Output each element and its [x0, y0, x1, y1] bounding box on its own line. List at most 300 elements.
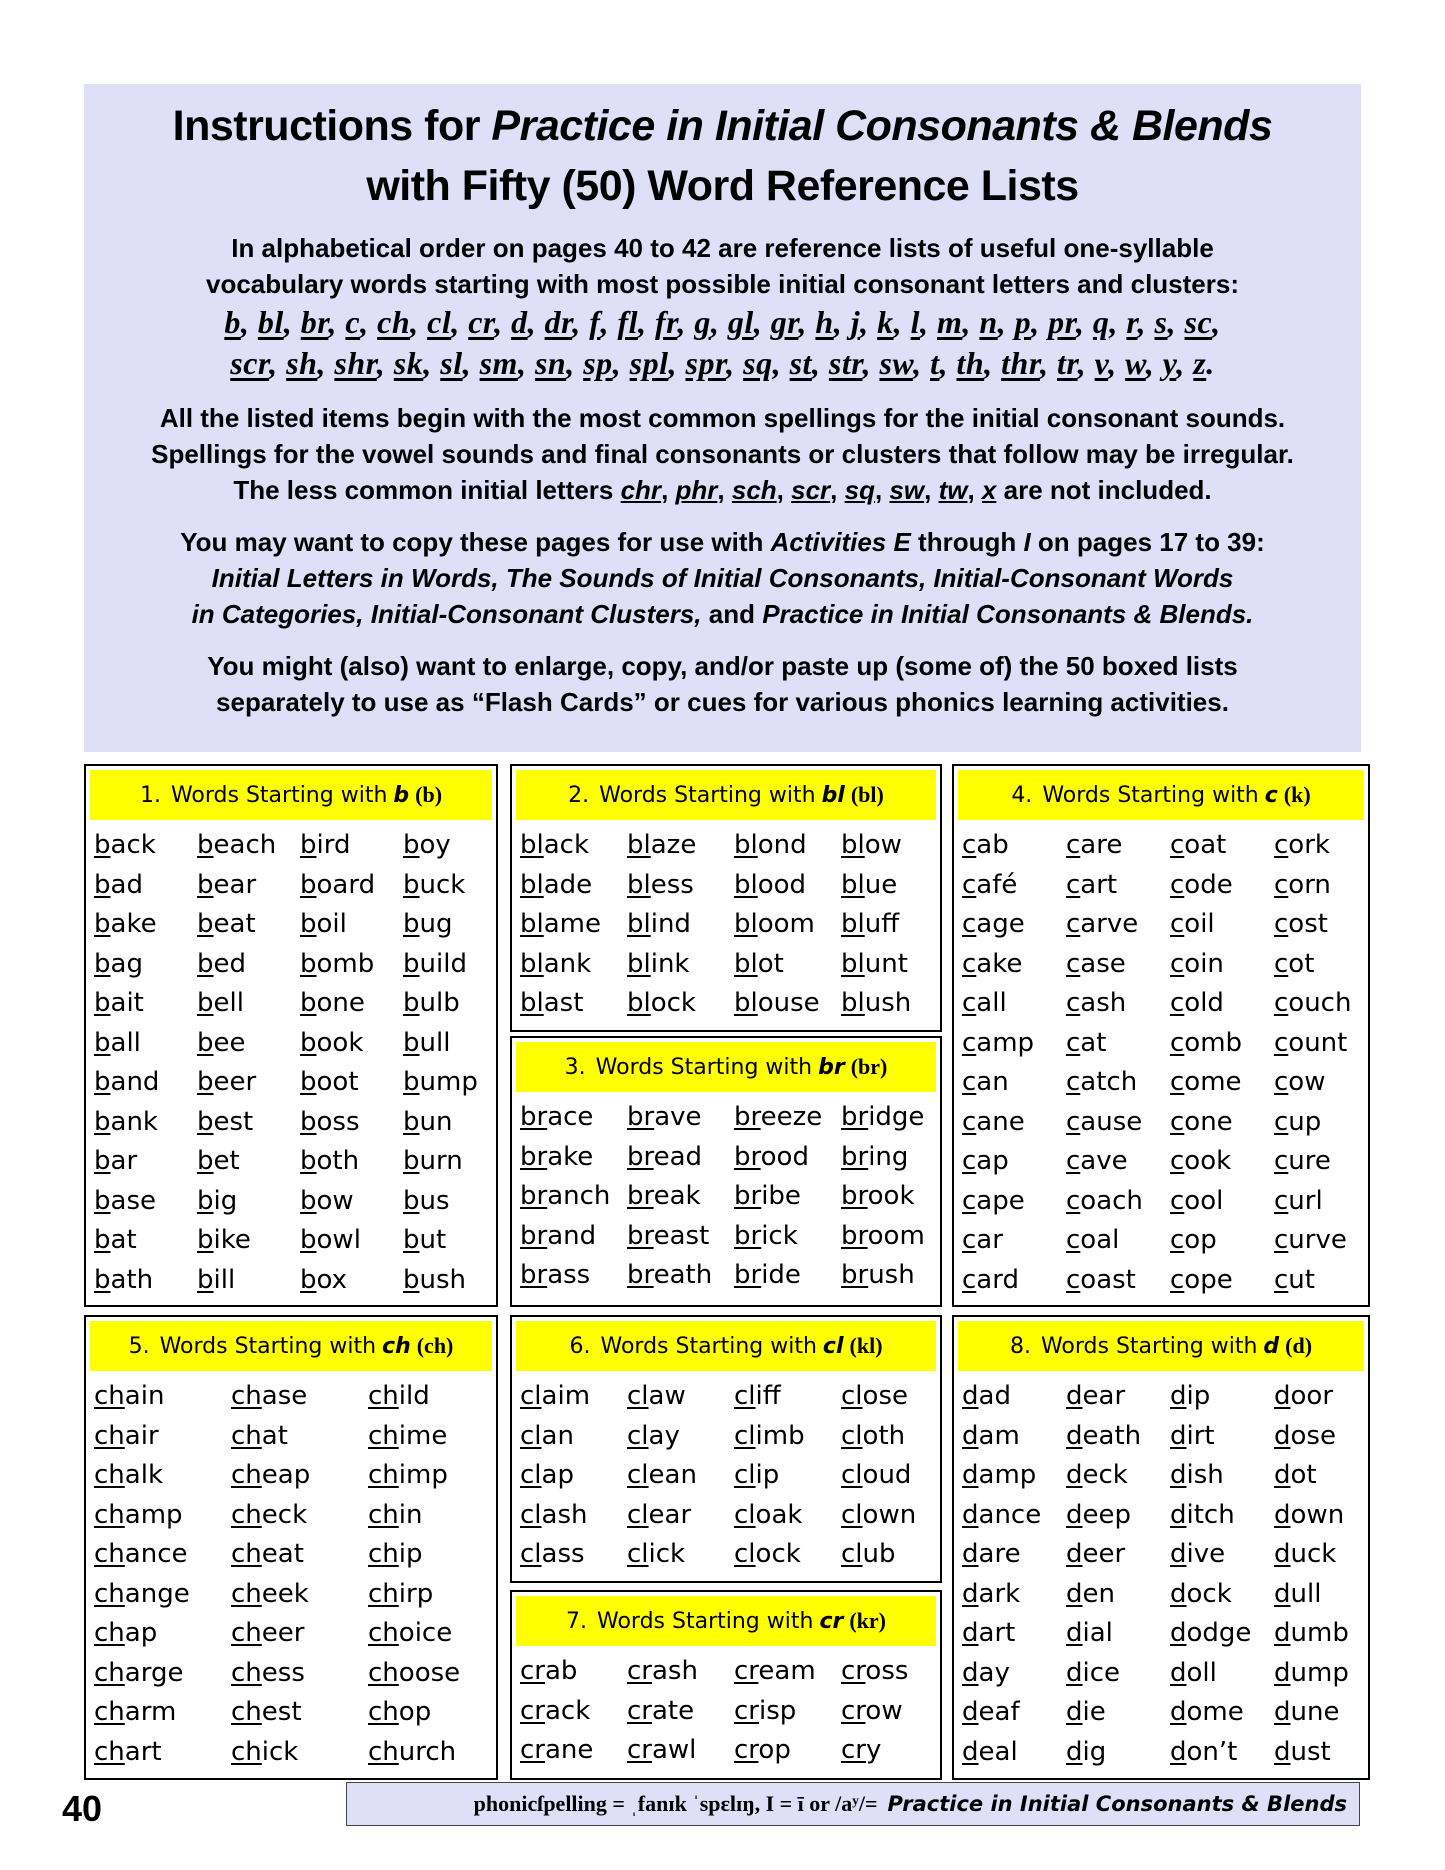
word-item: dad	[962, 1381, 1011, 1411]
word-item: coal	[1066, 1225, 1120, 1255]
box-sound: (b)	[415, 782, 443, 807]
word-item: brush	[841, 1260, 915, 1290]
word-item: bring	[841, 1141, 909, 1172]
word-item: blow	[841, 830, 902, 860]
word-item: blank	[520, 948, 592, 979]
cluster-j: j	[850, 304, 861, 340]
word-item: cheek	[231, 1578, 309, 1609]
cluster-sq: sq	[743, 345, 773, 381]
word-item: band	[94, 1067, 160, 1097]
word-item: crisp	[734, 1695, 797, 1726]
box-label: Words Starting with	[599, 782, 816, 808]
word-item: bar	[94, 1146, 138, 1176]
word-item: blood	[734, 869, 807, 900]
word-item: box	[300, 1264, 348, 1295]
word-item: damp	[962, 1460, 1037, 1490]
page-title-line2: with Fifty (50) Word Reference Lists	[366, 162, 1079, 210]
box-number: 6.	[569, 1333, 591, 1359]
word-item: cloth	[841, 1420, 906, 1451]
cluster-cl: cl	[427, 304, 452, 340]
word-item: bus	[403, 1185, 450, 1216]
cluster-pr: pr	[1048, 304, 1076, 340]
para1-line1: In alphabetical order on pages 40 to 42 are reference lists of useful one-syllable	[231, 233, 1214, 263]
box-label: Words Starting with	[1040, 1333, 1258, 1359]
word-item: bloom	[734, 909, 815, 939]
word-item: deep	[1066, 1499, 1132, 1530]
word-item: cold	[1170, 988, 1224, 1018]
word-grid	[958, 1377, 1364, 1772]
page-number: 40	[62, 1788, 103, 1829]
box-label: Words Starting with	[170, 782, 388, 808]
box-number: 8.	[1009, 1333, 1031, 1359]
cluster-fr: fr	[654, 304, 678, 340]
para2-line1: All the listed items begin with the most common spellings for the initial consonant sounds.	[159, 403, 1286, 433]
word-grid	[516, 1377, 936, 1575]
word-item: case	[1066, 948, 1126, 979]
word-item: clan	[520, 1420, 574, 1451]
word-item: boot	[300, 1067, 359, 1097]
word-item: dear	[1066, 1381, 1126, 1411]
word-grid	[516, 826, 936, 1024]
word-item: curve	[1274, 1225, 1347, 1255]
box-header	[516, 1042, 936, 1092]
word-item: cliff	[734, 1381, 781, 1411]
instructions-panel	[84, 84, 1361, 752]
word-item: cheap	[231, 1460, 311, 1490]
word-item: blame	[520, 909, 601, 939]
word-item: beer	[197, 1067, 257, 1097]
word-item: bless	[627, 869, 694, 900]
word-item: chat	[231, 1420, 288, 1451]
cluster-q: q	[1092, 304, 1110, 340]
para3-line3-c: Practice in Initial Consonants & Blends.	[762, 599, 1254, 629]
word-item: dart	[962, 1618, 1016, 1648]
cluster-list-line1: b, bl, br, c, ch, cl, cr, d, dr, f, fl, fr, g, gl, gr, h, j, k, l, m, n, p, pr, q, r, s, sc,	[224, 304, 1221, 340]
box-header	[90, 1321, 492, 1371]
word-box-cl	[510, 1315, 942, 1583]
word-item: bike	[197, 1225, 251, 1255]
word-item: car	[962, 1225, 1003, 1255]
word-item: dock	[1170, 1578, 1232, 1609]
word-item: dull	[1274, 1578, 1322, 1609]
word-item: cart	[1066, 869, 1118, 900]
word-item: cop	[1170, 1225, 1217, 1255]
word-item: bee	[197, 1027, 246, 1058]
word-item: brace	[520, 1102, 594, 1132]
word-item: cave	[1066, 1146, 1128, 1176]
word-item: brand	[520, 1220, 597, 1251]
word-item: chance	[94, 1539, 188, 1569]
word-item: dome	[1170, 1697, 1244, 1727]
para3-text-a: You may want to copy these pages for use with	[180, 527, 771, 557]
word-item: bell	[197, 988, 244, 1018]
cluster-tr: tr	[1057, 345, 1078, 381]
box-number: 3.	[564, 1054, 586, 1080]
word-item: corn	[1274, 869, 1331, 900]
word-item: blink	[627, 948, 690, 979]
box-letters: c	[1264, 782, 1278, 808]
word-item: bake	[94, 909, 157, 939]
word-item: chase	[231, 1381, 308, 1411]
word-item: cage	[962, 909, 1025, 939]
box-number: 2.	[568, 782, 590, 808]
box-number: 4.	[1011, 782, 1033, 808]
word-item: cake	[962, 948, 1023, 979]
cluster-th: th	[956, 345, 985, 381]
word-item: bride	[734, 1260, 801, 1290]
box-letters: ch	[382, 1333, 411, 1359]
excluded-letters: chr, phr, sch, scr, sq, sw, tw, x	[620, 475, 997, 505]
cluster-sw: sw	[879, 345, 914, 381]
word-item: champ	[94, 1499, 183, 1530]
box-letters: bl	[821, 782, 845, 808]
word-item: bridge	[841, 1102, 925, 1132]
word-item: crane	[520, 1735, 594, 1765]
word-item: dial	[1066, 1618, 1113, 1648]
word-item: beach	[197, 830, 277, 860]
excluded-sq: sq	[844, 475, 875, 505]
cluster-st: st	[789, 345, 812, 381]
word-item: bush	[403, 1264, 467, 1295]
para3-line3-b: and	[701, 599, 763, 629]
word-item: bribe	[734, 1181, 801, 1211]
box-letters: b	[393, 782, 410, 808]
word-item: clap	[520, 1460, 574, 1490]
word-item: crab	[520, 1656, 578, 1686]
box-letters: cr	[819, 1608, 844, 1634]
cluster-sh: sh	[286, 345, 318, 381]
para3-line3	[84, 596, 1361, 632]
cluster-n: n	[979, 304, 998, 340]
word-box-c	[952, 764, 1370, 1307]
word-item: bowl	[300, 1225, 361, 1255]
word-item: bed	[197, 948, 247, 979]
word-item: cut	[1274, 1264, 1315, 1295]
word-item: blot	[734, 948, 784, 979]
phonetic-label: phonicſpelling = ˌfanɪk ˈspɛlɪŋ, I = ī or /aʸ/=	[473, 1791, 878, 1816]
cluster-gl: gl	[727, 304, 754, 340]
word-item: coast	[1066, 1264, 1136, 1295]
word-item: chalk	[94, 1460, 163, 1490]
para2-line3	[84, 472, 1361, 508]
cluster-thr: thr	[1001, 345, 1041, 381]
word-grid	[90, 826, 492, 1300]
cluster-list-line2: scr, sh, shr, sk, sl, sm, sn, sp, spl, spr, sq, st, str, sw, t, th, thr, tr, v, w, y, z.	[230, 345, 1215, 381]
para3-activities-e: Activities E	[770, 527, 911, 557]
word-item: don’t	[1170, 1736, 1238, 1767]
word-item: dose	[1274, 1420, 1336, 1451]
excluded-x: x	[981, 475, 997, 505]
word-item: bun	[403, 1106, 453, 1137]
word-item: break	[627, 1181, 701, 1211]
cluster-c: c	[345, 304, 361, 340]
box-sound: (br)	[850, 1054, 888, 1079]
word-grid	[958, 826, 1364, 1300]
word-item: brook	[841, 1181, 915, 1211]
cluster-sl: sl	[440, 345, 463, 381]
word-item: choose	[368, 1657, 461, 1688]
word-item: ball	[94, 1027, 141, 1058]
word-grid	[516, 1652, 936, 1771]
word-item: blaze	[627, 830, 697, 860]
box-header	[516, 1321, 936, 1371]
word-item: choice	[368, 1618, 453, 1648]
box-label: Words Starting with	[159, 1333, 377, 1359]
cluster-f: f	[589, 304, 601, 340]
box-letters: d	[1263, 1333, 1280, 1359]
excluded-chr: chr	[620, 475, 662, 505]
word-item: dance	[962, 1499, 1042, 1530]
word-item: chair	[94, 1420, 159, 1451]
word-item: brass	[520, 1260, 591, 1290]
word-item: cream	[734, 1656, 816, 1686]
cluster-r: r	[1126, 304, 1138, 340]
para3-text-e: on pages 17 to 39:	[1030, 527, 1265, 557]
cluster-y: y	[1162, 345, 1177, 381]
word-item: chirp	[368, 1578, 434, 1609]
word-item: crow	[841, 1695, 903, 1726]
word-item: cape	[962, 1185, 1025, 1216]
word-item: chain	[94, 1381, 165, 1411]
word-item: boy	[403, 830, 451, 860]
word-item: cry	[841, 1735, 882, 1765]
word-item: brake	[520, 1141, 594, 1172]
word-item: charge	[94, 1657, 184, 1688]
word-box-b	[84, 764, 498, 1307]
word-item: card	[962, 1264, 1019, 1295]
cluster-shr: shr	[334, 345, 377, 381]
word-item: come	[1170, 1067, 1242, 1097]
word-item: block	[627, 988, 696, 1018]
cluster-fl: fl	[617, 304, 638, 340]
word-item: beat	[197, 909, 256, 939]
cluster-l: l	[910, 304, 920, 340]
word-item: carve	[1066, 909, 1139, 939]
word-item: blond	[734, 830, 807, 860]
word-item: care	[1066, 830, 1123, 860]
word-item: bone	[300, 988, 365, 1018]
word-item: back	[94, 830, 156, 860]
word-item: base	[94, 1185, 156, 1216]
word-item: claw	[627, 1381, 686, 1411]
cluster-p: p	[1014, 304, 1032, 340]
word-item: club	[841, 1539, 896, 1569]
box-letters: cl	[822, 1333, 844, 1359]
word-item: crawl	[627, 1735, 697, 1765]
word-item: ditch	[1170, 1499, 1235, 1530]
word-item: bath	[94, 1264, 154, 1295]
box-header	[516, 770, 936, 820]
word-item: cane	[962, 1106, 1025, 1137]
word-item: church	[368, 1736, 457, 1767]
cluster-cr: cr	[468, 304, 495, 340]
cluster-sk: sk	[393, 345, 424, 381]
word-item: coach	[1066, 1185, 1143, 1216]
footer-banner	[346, 1782, 1360, 1826]
word-item: burn	[403, 1146, 463, 1176]
word-item: breast	[627, 1220, 710, 1251]
word-box-cr	[510, 1590, 942, 1780]
para3-line3-a: in Categories, Initial-Consonant Clusters,	[191, 599, 702, 629]
word-item: buck	[403, 869, 466, 900]
word-item: dark	[962, 1578, 1021, 1609]
word-item: dump	[1274, 1657, 1349, 1688]
word-item: dive	[1170, 1539, 1226, 1569]
word-item: clock	[734, 1539, 801, 1569]
word-item: cook	[1170, 1146, 1232, 1176]
word-item: bug	[403, 909, 453, 939]
word-item: dig	[1066, 1736, 1107, 1767]
para3-text-c: through	[910, 527, 1024, 557]
word-item: cloud	[841, 1460, 912, 1490]
word-item: crack	[520, 1695, 591, 1726]
para2-line3-suffix: are not included.	[1003, 475, 1212, 505]
box-sound: (kr)	[849, 1608, 886, 1633]
word-item: cause	[1066, 1106, 1143, 1137]
word-item: bet	[197, 1146, 240, 1176]
box-header	[90, 770, 492, 820]
word-item: chin	[368, 1499, 423, 1530]
word-item: dam	[962, 1420, 1020, 1451]
word-item: best	[197, 1106, 254, 1137]
excluded-tw: tw	[938, 475, 968, 505]
word-item: bump	[403, 1067, 478, 1097]
word-item: cow	[1274, 1067, 1326, 1097]
word-item: check	[231, 1499, 308, 1530]
word-item: chimp	[368, 1460, 448, 1490]
word-item: bad	[94, 869, 143, 900]
word-item: dot	[1274, 1460, 1317, 1490]
box-label: Words Starting with	[600, 1333, 817, 1359]
word-item: deer	[1066, 1539, 1126, 1569]
word-item: coil	[1170, 909, 1215, 939]
box-number: 7.	[566, 1608, 587, 1634]
word-box-bl	[510, 764, 942, 1032]
word-item: clip	[734, 1460, 780, 1490]
word-item: cope	[1170, 1264, 1233, 1295]
box-number: 5.	[128, 1333, 150, 1359]
word-item: doll	[1170, 1657, 1217, 1688]
word-item: chop	[368, 1697, 432, 1727]
word-item: clown	[841, 1499, 917, 1530]
word-item: bait	[94, 988, 144, 1018]
word-item: build	[403, 948, 467, 979]
word-item: crash	[627, 1656, 698, 1686]
cluster-spl: spl	[629, 345, 669, 381]
word-item: chime	[368, 1420, 448, 1451]
box-sound: (bl)	[850, 782, 884, 807]
word-item: blouse	[734, 988, 820, 1018]
word-item: day	[962, 1657, 1010, 1688]
excluded-sw: sw	[889, 475, 925, 505]
word-item: bread	[627, 1141, 703, 1172]
word-item: bomb	[300, 948, 375, 979]
cluster-sc: sc	[1184, 304, 1213, 340]
word-item: dust	[1274, 1736, 1331, 1767]
word-item: clear	[627, 1499, 692, 1530]
word-item: claim	[520, 1381, 591, 1411]
cluster-gr: gr	[770, 304, 799, 340]
word-item: child	[368, 1381, 430, 1411]
word-item: curl	[1274, 1185, 1323, 1216]
title-prefix: Instructions for	[172, 102, 492, 150]
box-label: Words Starting with	[597, 1608, 814, 1634]
word-item: count	[1274, 1027, 1348, 1058]
word-item: blade	[520, 869, 593, 900]
title-italic: Practice in Initial Consonants & Blends	[491, 102, 1273, 150]
word-box-ch	[84, 1315, 498, 1780]
word-item: dice	[1066, 1657, 1121, 1688]
para3-line1	[84, 524, 1361, 560]
word-item: deaf	[962, 1697, 1020, 1727]
word-item: dip	[1170, 1381, 1211, 1411]
word-item: climb	[734, 1420, 805, 1451]
word-item: café	[962, 869, 1018, 900]
word-item: breath	[627, 1260, 713, 1290]
word-item: dodge	[1170, 1618, 1252, 1648]
word-item: brick	[734, 1220, 798, 1251]
word-item: bird	[300, 830, 351, 860]
box-sound: (kl)	[849, 1333, 883, 1358]
word-item: cot	[1274, 948, 1315, 979]
word-item: brood	[734, 1141, 809, 1172]
word-box-d	[952, 1315, 1370, 1780]
word-item: boss	[300, 1106, 360, 1137]
word-item: bag	[94, 948, 143, 979]
word-item: duck	[1274, 1539, 1337, 1569]
cluster-sm: sm	[479, 345, 518, 381]
word-item: breeze	[734, 1102, 823, 1132]
word-item: bow	[300, 1185, 354, 1216]
word-item: coat	[1170, 830, 1227, 860]
cluster-v: v	[1094, 345, 1109, 381]
word-item: deck	[1066, 1460, 1128, 1490]
word-item: code	[1170, 869, 1233, 900]
word-item: cash	[1066, 988, 1127, 1018]
word-item: dish	[1170, 1460, 1224, 1490]
word-item: cross	[841, 1656, 909, 1686]
word-item: cab	[962, 830, 1009, 860]
word-item: clay	[627, 1420, 680, 1451]
word-item: can	[962, 1067, 1009, 1097]
word-item: cup	[1274, 1106, 1322, 1137]
word-item: board	[300, 869, 376, 900]
box-label: Words Starting with	[1042, 782, 1259, 808]
word-item: die	[1066, 1697, 1106, 1727]
word-item: death	[1066, 1420, 1142, 1451]
word-item: close	[841, 1381, 908, 1411]
word-item: cork	[1274, 830, 1330, 860]
word-item: bill	[197, 1264, 236, 1295]
word-item: dumb	[1274, 1618, 1349, 1648]
box-sound: (d)	[1285, 1333, 1313, 1358]
word-item: click	[627, 1539, 686, 1569]
word-item: both	[300, 1146, 360, 1176]
word-item: cure	[1274, 1146, 1331, 1176]
word-item: down	[1274, 1499, 1345, 1530]
cluster-m: m	[936, 304, 963, 340]
word-item: crop	[734, 1735, 791, 1765]
para2-line3-prefix: The less common initial letters	[233, 475, 614, 505]
para3-activities-i: I	[1023, 527, 1031, 557]
word-item: deal	[962, 1736, 1018, 1767]
page-title	[84, 96, 1361, 156]
word-item: clean	[627, 1460, 697, 1490]
word-box-br	[510, 1036, 942, 1307]
word-item: bulb	[403, 988, 460, 1018]
box-label: Words Starting with	[595, 1054, 813, 1080]
word-item: comb	[1170, 1027, 1243, 1058]
